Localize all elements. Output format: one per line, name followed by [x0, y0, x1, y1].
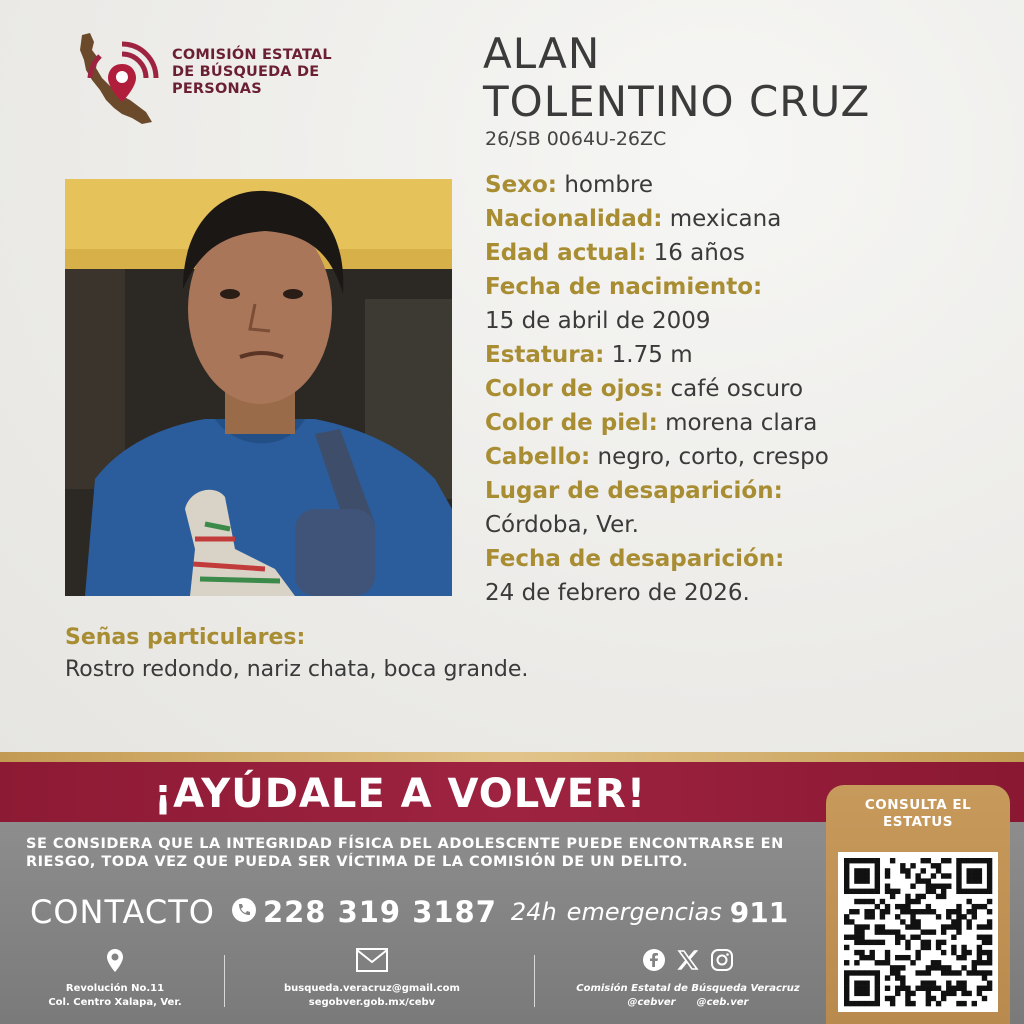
- contact-label: CONTACTO: [30, 893, 215, 931]
- person-first-name: ALAN: [483, 29, 601, 78]
- distinguishing-marks: [65, 622, 528, 686]
- label-piel: Color de piel:: [485, 410, 658, 436]
- label-edad: Edad actual:: [485, 240, 647, 266]
- value-fecha: 24 de febrero de 2026.: [485, 580, 750, 606]
- detail-lugar-label-row: [485, 474, 1005, 508]
- detail-nacionalidad: [485, 202, 1005, 236]
- phone-icon: [231, 897, 257, 927]
- facebook-icon[interactable]: [642, 948, 666, 976]
- cta-text: ¡AYÚDALE A VOLVER!: [153, 771, 647, 817]
- label-sexo: Sexo:: [485, 172, 557, 198]
- label-nacimiento: Fecha de nacimiento:: [485, 274, 763, 300]
- emergencias-label: emergencias: [566, 898, 722, 926]
- detail-cabello: [485, 440, 1005, 474]
- value-piel: morena clara: [665, 410, 818, 436]
- address-block: [40, 948, 190, 1010]
- hours-label: 24h: [510, 898, 557, 926]
- handle-facebook[interactable]: @cebver: [627, 997, 676, 1008]
- case-id: 26/SB 0064U-26ZC: [485, 128, 667, 150]
- emergency-number[interactable]: 911: [729, 895, 789, 929]
- qr-code[interactable]: [838, 852, 998, 1012]
- value-ojos: café oscuro: [670, 376, 804, 402]
- detail-piel: [485, 406, 1005, 440]
- contact-line: [30, 890, 788, 934]
- org-name-line1: COMISIÓN ESTATAL: [172, 47, 332, 63]
- detail-fecha-label-row: [485, 542, 1005, 576]
- website-link[interactable]: segobver.gob.mx/cebv: [308, 997, 436, 1008]
- org-name-line2: DE BÚSQUEDA DE: [172, 64, 320, 80]
- address-line1: Revolución No.11: [65, 983, 165, 994]
- value-lugar: Córdoba, Ver.: [485, 512, 639, 538]
- value-senas: Rostro redondo, nariz chata, boca grande.: [65, 657, 529, 682]
- risk-line2: RIESGO, TODA VEZ QUE PUEDA SER VÍCTIMA DE LA COMISIÓN DE UN DELITO.: [26, 854, 689, 870]
- social-name: Comisión Estatal de Búsqueda Veracruz: [576, 983, 800, 994]
- detail-ojos: [485, 372, 1005, 406]
- label-ojos: Color de ojos:: [485, 376, 664, 402]
- organization-logo: [72, 30, 362, 130]
- label-estatura: Estatura:: [485, 342, 605, 368]
- envelope-icon: [272, 948, 472, 976]
- detail-sexo: [485, 168, 1005, 202]
- location-pin-icon: [40, 948, 190, 976]
- address-line2: Col. Centro Xalapa, Ver.: [48, 997, 182, 1008]
- label-cabello: Cabello:: [485, 444, 591, 470]
- footer-divider-2: [534, 955, 535, 1007]
- value-nacionalidad: mexicana: [669, 206, 782, 232]
- x-icon[interactable]: [676, 948, 700, 976]
- value-sexo: hombre: [564, 172, 654, 198]
- status-card-title: [826, 797, 1010, 831]
- detail-estatura: [485, 338, 1005, 372]
- handle-instagram[interactable]: @ceb.ver: [696, 997, 749, 1008]
- phone-number[interactable]: 228 319 3187: [262, 895, 497, 929]
- person-photo: [65, 179, 452, 596]
- status-title-line2: ESTATUS: [883, 814, 953, 830]
- value-nacimiento: 15 de abril de 2009: [485, 308, 711, 334]
- instagram-icon[interactable]: [710, 948, 734, 976]
- email-block: [272, 948, 472, 1010]
- label-nacionalidad: Nacionalidad:: [485, 206, 663, 232]
- risk-line1: SE CONSIDERA QUE LA INTEGRIDAD FÍSICA DEL ADOLESCENTE PUEDE ENCONTRARSE EN: [26, 836, 784, 852]
- label-fecha: Fecha de desaparición:: [485, 546, 785, 572]
- veracruz-map-pin-icon: [72, 30, 172, 130]
- detail-edad: [485, 236, 1005, 270]
- org-name-line3: PERSONAS: [172, 81, 262, 97]
- email-link[interactable]: busqueda.veracruz@gmail.com: [284, 983, 460, 994]
- gold-divider: [0, 752, 1024, 762]
- value-cabello: negro, corto, crespo: [597, 444, 829, 470]
- social-block: [562, 948, 814, 1010]
- person-last-name: TOLENTINO CRUZ: [483, 77, 871, 126]
- person-details: [485, 168, 1005, 610]
- footer-divider-1: [224, 955, 225, 1007]
- social-handles: [562, 996, 814, 1010]
- value-estatura: 1.75 m: [611, 342, 693, 368]
- label-lugar: Lugar de desaparición:: [485, 478, 783, 504]
- risk-notice: [26, 835, 806, 871]
- status-title-line1: CONSULTA EL: [864, 797, 972, 813]
- person-name: [483, 30, 870, 126]
- value-edad: 16 años: [653, 240, 745, 266]
- detail-nacimiento-label-row: [485, 270, 1005, 304]
- label-senas: Señas particulares:: [65, 625, 306, 650]
